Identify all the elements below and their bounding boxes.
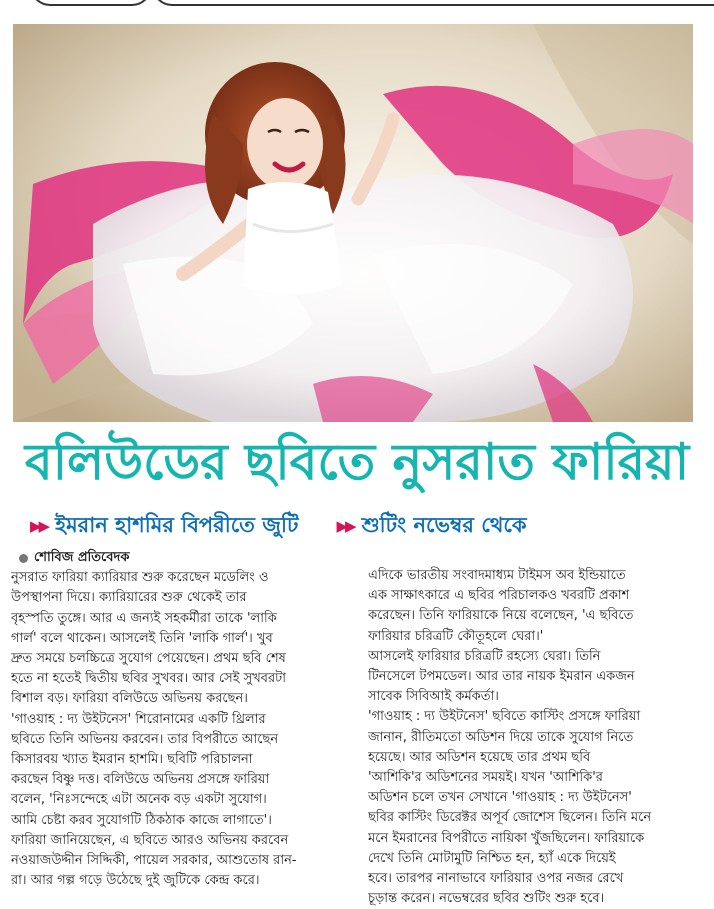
- right-paragraph-line: হয়েছে। আর অডিশন হয়েছে তার প্রথম ছবি: [368, 749, 591, 765]
- byline: [11, 548, 346, 568]
- right-paragraph-line: ফারিয়ার চরিত্রটি কৌতূহলে ঘেরা।': [368, 628, 544, 644]
- right-paragraph-line: 'আশিকি'র অডিশনের সময়ই। যখন 'আশিকি'র: [368, 770, 603, 786]
- left-paragraph-line: বৃহস্পতি তুঙ্গে। আর এ জন্যই সহকর্মীরা তাকে 'লাকি: [11, 610, 277, 626]
- page-top-border: [0, 0, 714, 10]
- right-paragraph-line: টিনসেলে টপমডেল। আর তার নায়ক ইমরান একজন: [368, 669, 635, 685]
- subheadline-1-text: ইমরান হাশমির বিপরীতে জুটি: [55, 512, 299, 537]
- article-column-left: [11, 548, 346, 891]
- left-paragraph-line: হতে না হতেই দ্বিতীয় ছবির সুখবর। আর সেই সুখবরটা: [11, 671, 286, 687]
- actress-illustration: [13, 24, 693, 422]
- right-paragraph-line: ছবির কাস্টিং ডিরেক্টর অপূর্ব জোশেস ছিলেন। তিনি মনে: [368, 810, 652, 826]
- byline-text: শোবিজ প্রতিবেদক: [34, 550, 130, 565]
- left-paragraph-line: বলেন, 'নিঃসন্দেহে এটা অনেক বড় একটা সুযোগ।: [11, 792, 267, 808]
- left-paragraph-line: নওয়াজউদ্দীন সিদ্দিকী, পায়েল সরকার, আশুতোষ রান-: [11, 853, 297, 869]
- subheadline-1: [30, 509, 298, 544]
- feature-photo: [13, 24, 693, 422]
- top-tab-left: [30, 0, 152, 6]
- article-headline: বলিউডের ছবিতে নুসরাত ফারিয়া: [24, 433, 690, 491]
- right-paragraph-line: হবে। তারপর নানাভাবে ফারিয়ার ওপর নজর রেখে: [368, 871, 624, 887]
- right-paragraph-line: আসলেই ফারিয়ার চরিত্রটি রহস্যে ঘেরা। তিনি: [368, 648, 601, 664]
- subheadline-row: [30, 508, 714, 544]
- right-paragraph-line: মনে ইমরানের বিপরীতে নায়িকা খুঁজছিলেন। ফারিয়াকে: [368, 830, 645, 846]
- left-paragraph-line: 'গাওয়াহ : দ্য উইটনেস' শিরোনামের একটি থ্রিলার: [11, 711, 266, 727]
- left-paragraph-line: ফারিয়া জানিয়েছেন, এ ছবিতে আরও অভিনয় করবেন: [11, 832, 289, 848]
- subheadline-2-text: শুটিং নভেম্বর থেকে: [361, 512, 527, 537]
- left-paragraph-line: আমি চেষ্টা করব সুযোগটি ঠিকঠাক কাজে লাগাতে'।: [11, 812, 272, 828]
- right-paragraph-line: এক সাক্ষাৎকারে এ ছবির পরিচালকও খবরটি প্রকাশ: [368, 588, 630, 604]
- left-paragraph-line: ছবিতে তিনি অভিনয় করবেন। তার বিপরীতে আছেন: [11, 731, 279, 747]
- right-paragraph-line: অডিশন চলে তখন সেখানে 'গাওয়াহ : দ্য উইটনেস': [368, 790, 632, 806]
- right-paragraph-line: এদিকে ভারতীয় সংবাদমাধ্যম টাইমস অব ইন্ডিয়াতে: [368, 568, 626, 583]
- double-chevron-icon: ▶▶: [336, 517, 354, 535]
- right-paragraph-line: দেখে তিনি মোটামুটি নিশ্চিত হন, হ্যাঁ একে দিয়েই: [368, 850, 616, 866]
- top-tab-right: [152, 0, 714, 6]
- right-paragraph-line: চূড়ান্ত করেন। নভেম্বরের ছবির শুটিং শুরু হবে।: [368, 891, 605, 907]
- double-chevron-icon: ▶▶: [30, 517, 48, 535]
- right-paragraph-line: করেছেন। তিনি ফারিয়াকে নিয়ে বলেছেন, 'এ ছবিতে: [368, 608, 634, 624]
- right-paragraph-line: 'গাওয়াহ : দ্য উইটনেস' ছবিতে কাস্টিং প্রসঙ্গে ফারিয়া: [368, 709, 641, 725]
- left-paragraph-line: উপস্থাপনা দিয়ে। ক্যারিয়ারের শুরু থেকেই তার: [11, 590, 247, 606]
- right-paragraph-line: সাবেক সিবিআই কর্মকর্তা।: [368, 689, 499, 705]
- left-paragraph-line: নুসরাত ফারিয়া ক্যারিয়ার শুরু করেছেন মডেলিং ও: [11, 570, 269, 586]
- left-paragraph-line: বিশাল বড়। ফারিয়া বলিউডে অভিনয় করছেন।: [11, 691, 248, 707]
- article-column-right: [368, 566, 698, 909]
- left-paragraph-line: করছেন বিষ্ণু দত্ত। বলিউডে অভিনয় প্রসঙ্গে ফারিয়া: [11, 772, 270, 788]
- left-paragraph-line: কিসারবয় খ্যাত ইমরান হাশমি। ছবিটি পরিচালনা: [11, 752, 253, 768]
- subheadline-2: [336, 509, 526, 544]
- bullet-dot-icon: [19, 554, 28, 563]
- left-paragraph-line: গার্ল' বলে থাকেন। আসলেই তিনি 'লাকি গার্ল'। খুব: [11, 630, 273, 646]
- right-paragraph-line: জানান, রীতিমতো অডিশন দিয়ে তাকে সুযোগ নিতে: [368, 729, 634, 745]
- left-paragraph-line: দ্রুত সময়ে চলচ্চিত্রে সুযোগ পেয়েছেন। প্রথম ছবি শেষ: [11, 651, 286, 667]
- left-paragraph-line: রা। আর গল্প গড়ে উঠেছে দুই জুটিকে কেন্দ্র করে।: [11, 873, 260, 889]
